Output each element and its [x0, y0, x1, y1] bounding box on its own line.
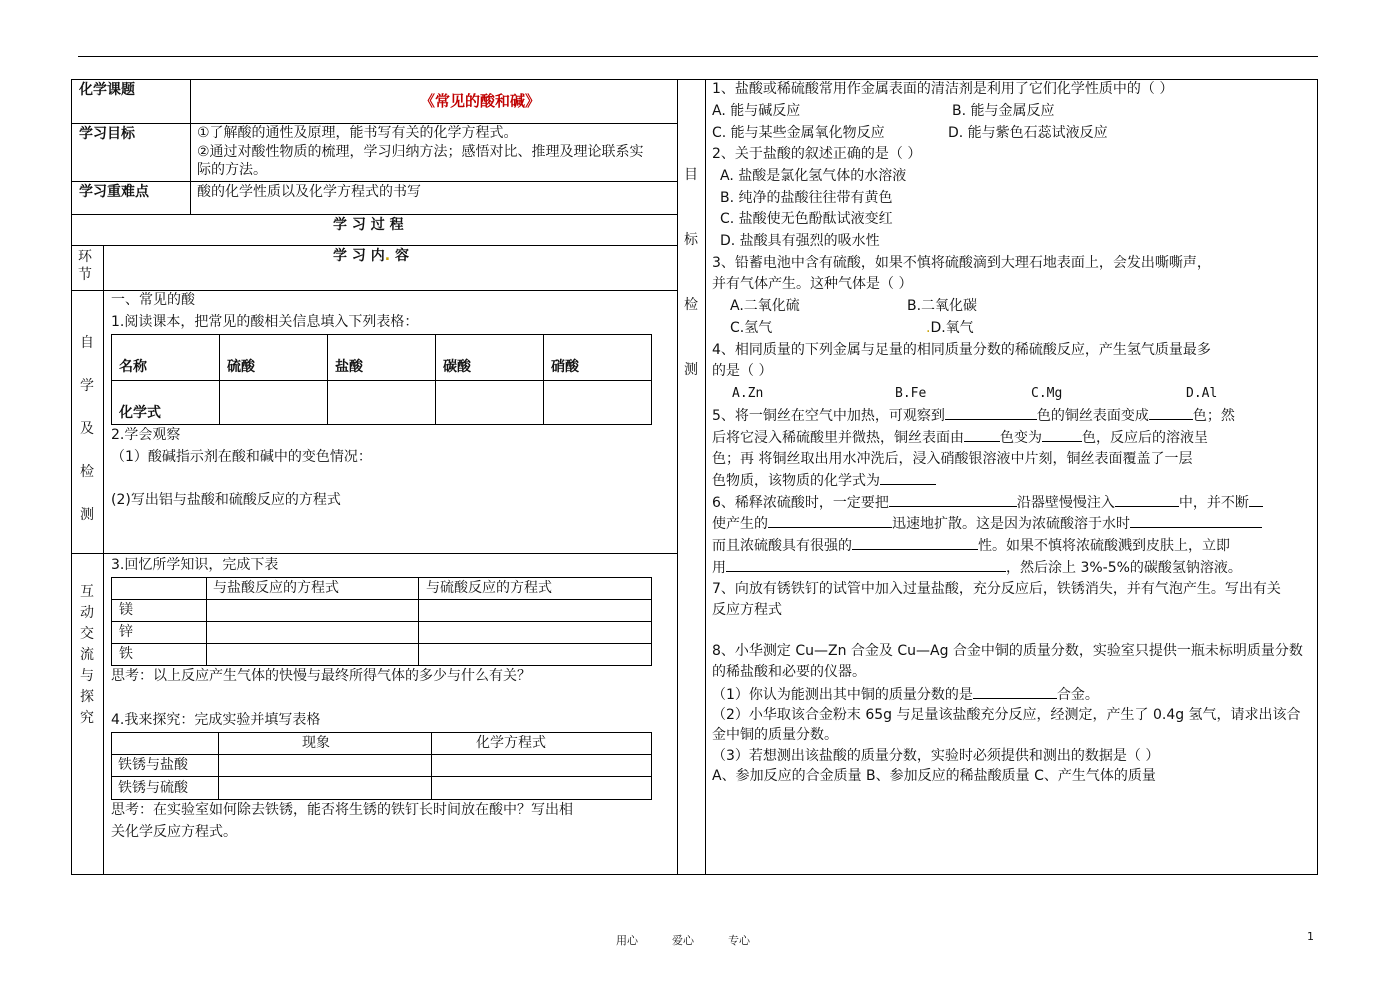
middle-char-1: 标 — [684, 232, 698, 248]
goal-2a: ②通过对酸性物质的梳理，学习归纳方法；感悟对比、推理及理论联系实 — [197, 144, 644, 160]
r-q5-1a: 5、将一铜丝在空气中加热，可观察到 — [712, 408, 945, 424]
footer-motto-2: 专心 — [728, 934, 750, 947]
frame-right — [1317, 79, 1318, 875]
r-q2-d: D. 盐酸具有强烈的吸水性 — [720, 233, 880, 249]
r-q6-4b: ，然后涂上 3%-5%的碳酸氢钠溶液。 — [1006, 560, 1242, 576]
q2-part1: （1）酸碱指示剂在酸和碱中的变色情况： — [111, 449, 372, 465]
metal-table-row-label: 铁 — [119, 646, 133, 662]
block2-char-2: 交 — [80, 626, 94, 642]
think-2a: 思考：在实验室如何除去铁锈，能否将生锈的铁钉长时间放在酸中？写出相 — [111, 802, 573, 818]
r-q8-3-options: A、参加反应的合金质量 B、参加反应的稀盐酸质量 C、产生气体的质量 — [712, 768, 1156, 784]
key-label: 学习重难点 — [79, 184, 149, 200]
r-q1-c: C. 能与某些金属氧化物反应 — [712, 125, 885, 141]
acid-table-row2-label: 化学式 — [119, 405, 161, 421]
content-label-a: 学 习 内 — [333, 248, 385, 264]
r-q8-1a: （1）你认为能测出其中铜的质量分数的是 — [712, 687, 973, 703]
r-q6-4a: 用 — [712, 560, 726, 576]
r-q1-d: D. 能与紫色石蕊试液反应 — [948, 125, 1108, 141]
block2-char-4: 与 — [80, 668, 94, 684]
r-q6-2a: 使产生的 — [712, 516, 768, 532]
r-q6-line3 — [712, 535, 1230, 556]
r-q2-a: A. 盐酸是氯化氢气体的水溶液 — [720, 168, 907, 184]
r-q6-line4 — [712, 557, 1242, 578]
acid-table-cell: 盐酸 — [335, 359, 363, 375]
q3-heading: 3.回忆所学知识，完成下表 — [111, 557, 279, 573]
rust-table-header: 化学方程式 — [476, 735, 546, 751]
r-q5-2a: 后将它浸入稀硫酸里并微热，铜丝表面由 — [712, 430, 964, 446]
key-text: 酸的化学性质以及化学方程式的书写 — [197, 184, 421, 200]
acid-table-cell: 碳酸 — [443, 359, 471, 375]
r-q6-3b: 性。如果不慎将浓硫酸溅到皮肤上，立即 — [978, 538, 1230, 554]
r-q1-b: B. 能与金属反应 — [952, 103, 1055, 119]
r-q6-1a: 6、稀释浓硫酸时，一定要把 — [712, 495, 889, 511]
r-q3-c: C.氢气 — [730, 320, 773, 336]
r-q2: 2、关于盐酸的叙述正确的是（ ） — [712, 146, 922, 162]
block2-char-6: 究 — [80, 710, 94, 726]
section-label: 环节 — [78, 249, 92, 283]
page-number: 1 — [1307, 930, 1314, 943]
q4-heading: 4.我来探究：完成实验并填写表格 — [111, 712, 321, 728]
block1-char-3: 检 — [80, 464, 94, 480]
answer-blank[interactable] — [1042, 427, 1082, 442]
r-q1-a: A. 能与碱反应 — [712, 103, 801, 119]
r-q3-d — [926, 318, 974, 338]
r-q6-2b: 迅速地扩散。这是因为浓硫酸溶于水时 — [892, 516, 1130, 532]
r-q4-a: A.Zn — [732, 386, 764, 401]
footer-motto-1: 爱心 — [672, 934, 694, 947]
middle-char-0: 目 — [684, 167, 698, 183]
block1-char-4: 测 — [80, 507, 94, 523]
r-q8b: 的稀盐酸和必要的仪器。 — [712, 664, 866, 680]
r-q5-line1 — [712, 405, 1235, 426]
answer-blank[interactable] — [726, 557, 1006, 572]
answer-blank[interactable] — [973, 684, 1057, 699]
r-q5-2b: 色变为 — [1000, 430, 1042, 446]
block1-char-1: 学 — [80, 378, 94, 394]
block2-char-3: 流 — [80, 647, 94, 663]
content-label-dot: . — [384, 248, 391, 264]
r-q5-1b: 色的铜丝表面变成 — [1036, 408, 1149, 424]
answer-blank[interactable] — [964, 427, 1000, 442]
r-q4b: 的是（ ） — [712, 363, 773, 379]
r-q5-4: 色物质，该物质的化学式为 — [712, 473, 880, 489]
r-q8-3: （3）若想测出该盐酸的质量分数，实验时必须提供和测出的数据是（ ） — [712, 748, 1160, 764]
section-col-divider — [103, 245, 104, 875]
r-q8-1b: 合金。 — [1056, 687, 1099, 703]
think-1: 思考：以上反应产生气体的快慢与最终所得气体的多少与什么有关？ — [111, 668, 531, 684]
r-q5-1c: 色；然 — [1192, 408, 1235, 424]
r-q6-line2 — [712, 513, 1262, 534]
middle-char-3: 测 — [684, 362, 698, 378]
page-title: 《常见的酸和碱》 — [420, 92, 541, 110]
r-q3-a: A.二氧化硫 — [730, 298, 800, 314]
divider-left-panel — [677, 79, 678, 875]
r-q4-b: B.Fe — [895, 386, 927, 401]
answer-blank[interactable] — [768, 513, 892, 528]
r-q2-b: B. 纯净的盐酸往往带有黄色 — [720, 190, 893, 206]
content-label-b: 容 — [394, 248, 409, 264]
r-q2-c: C. 盐酸使无色酚酞试液变红 — [720, 211, 893, 227]
r-q5-line4 — [712, 470, 936, 491]
metal-table-header: 与硫酸反应的方程式 — [426, 580, 552, 596]
section-row-divider — [71, 553, 677, 554]
acid-table-cell: 硫酸 — [227, 359, 255, 375]
block2-char-0: 互 — [80, 584, 94, 600]
answer-blank[interactable] — [1130, 513, 1262, 528]
r-q6-3a: 而且浓硫酸具有很强的 — [712, 538, 852, 554]
acid-table-cell: 硝酸 — [551, 359, 579, 375]
course-label: 化学课题 — [79, 82, 135, 98]
r-q3-d-text: D.氧气 — [930, 320, 974, 336]
r-q4-d: D.Al — [1186, 386, 1218, 401]
q1-instruction: 1.阅读课本，把常见的酸相关信息填入下列表格： — [111, 314, 419, 330]
r-q8-1 — [712, 684, 1099, 705]
frame-bottom — [71, 874, 1318, 875]
block1-char-0: 自 — [80, 335, 94, 351]
think-2b: 关化学反应方程式。 — [111, 824, 237, 840]
answer-blank[interactable] — [880, 470, 936, 485]
r-q3-d-dot: . — [926, 320, 931, 336]
divider-right-panel — [705, 79, 706, 875]
r-q4-c: C.Mg — [1031, 386, 1063, 401]
answer-blank[interactable] — [852, 535, 978, 550]
r-q6-1b: 沿器壁慢慢注入 — [1016, 495, 1115, 511]
r-q7a: 7、向放有锈铁钉的试管中加入过量盐酸，充分反应后，铁锈消失，并有气泡产生。写出有关 — [712, 581, 1281, 597]
metal-table-row-label: 镁 — [119, 602, 133, 618]
r-q6-1c: 中，并不断 — [1178, 495, 1249, 511]
r-q5-line3: 色；再 将铜丝取出用水冲洗后，浸入硝酸银溶液中片刻，铜丝表面覆盖了一层 — [712, 451, 1193, 467]
r-q3-b: B.二氧化碳 — [907, 298, 978, 314]
r-q7b: 反应方程式 — [712, 602, 782, 618]
goal-2b: 际的方法。 — [197, 162, 267, 178]
header-col-divider — [190, 79, 191, 214]
top-rule — [78, 56, 1318, 57]
answer-blank[interactable] — [945, 405, 1037, 420]
q2-heading: 2.学会观察 — [111, 427, 181, 443]
metal-table-header: 与盐酸反应的方程式 — [213, 580, 339, 596]
block1-char-2: 及 — [80, 421, 94, 437]
metal-table-row-label: 锌 — [119, 624, 133, 640]
rust-table-row-label: 铁锈与盐酸 — [118, 757, 188, 773]
r-q8-2a: （2）小华取该合金粉末 65g 与足量该盐酸充分反应，经测定，产生了 0.4g 氢气，请求出该合 — [712, 707, 1301, 723]
r-q3a: 3、铅蓄电池中含有硫酸，如果不慎将硫酸滴到大理石地表面上，会发出嘶嘶声， — [712, 255, 1211, 271]
heading-common-acids: 一、常见的酸 — [111, 292, 195, 308]
middle-char-2: 检 — [684, 297, 698, 313]
answer-blank[interactable] — [1149, 405, 1193, 420]
frame-left — [71, 79, 72, 875]
block2-char-1: 动 — [80, 605, 94, 621]
answer-blank[interactable] — [1115, 492, 1179, 507]
content-label — [333, 246, 409, 266]
r-q5-2c: 色，反应后的溶液呈 — [1082, 430, 1208, 446]
acid-table-cell: 名称 — [119, 359, 147, 375]
r-q4a: 4、相同质量的下列金属与足量的相同质量分数的稀硫酸反应，产生氢气质量最多 — [712, 342, 1211, 358]
q2-part2: (2)写出铝与盐酸和硫酸反应的方程式 — [111, 492, 341, 508]
footer-motto-0: 用心 — [616, 934, 638, 947]
r-q3b: 并有气体产生。这种气体是（ ） — [712, 276, 913, 292]
r-q8a: 8、小华测定 Cu—Zn 合金及 Cu—Ag 合金中铜的质量分数，实验室只提供一瓶未标明质量分数 — [712, 643, 1303, 659]
goal-1: ①了解酸的通性及原理，能书写有关的化学方程式。 — [197, 125, 518, 141]
answer-blank[interactable] — [1249, 492, 1263, 507]
rust-table-row-label: 铁锈与硫酸 — [118, 780, 188, 796]
answer-blank[interactable] — [889, 492, 1017, 507]
block2-char-5: 探 — [80, 689, 94, 705]
rust-table-header: 现象 — [302, 735, 330, 751]
r-q5-line2 — [712, 427, 1208, 448]
process-label: 学 习 过 程 — [333, 217, 404, 233]
goal-label: 学习目标 — [79, 126, 135, 142]
r-q6-line1 — [712, 492, 1263, 513]
r-q1: 1、盐酸或稀硫酸常用作金属表面的清洁剂是利用了它们化学性质中的（ ） — [712, 81, 1174, 97]
r-q8-2b: 金中铜的质量分数。 — [712, 727, 838, 743]
